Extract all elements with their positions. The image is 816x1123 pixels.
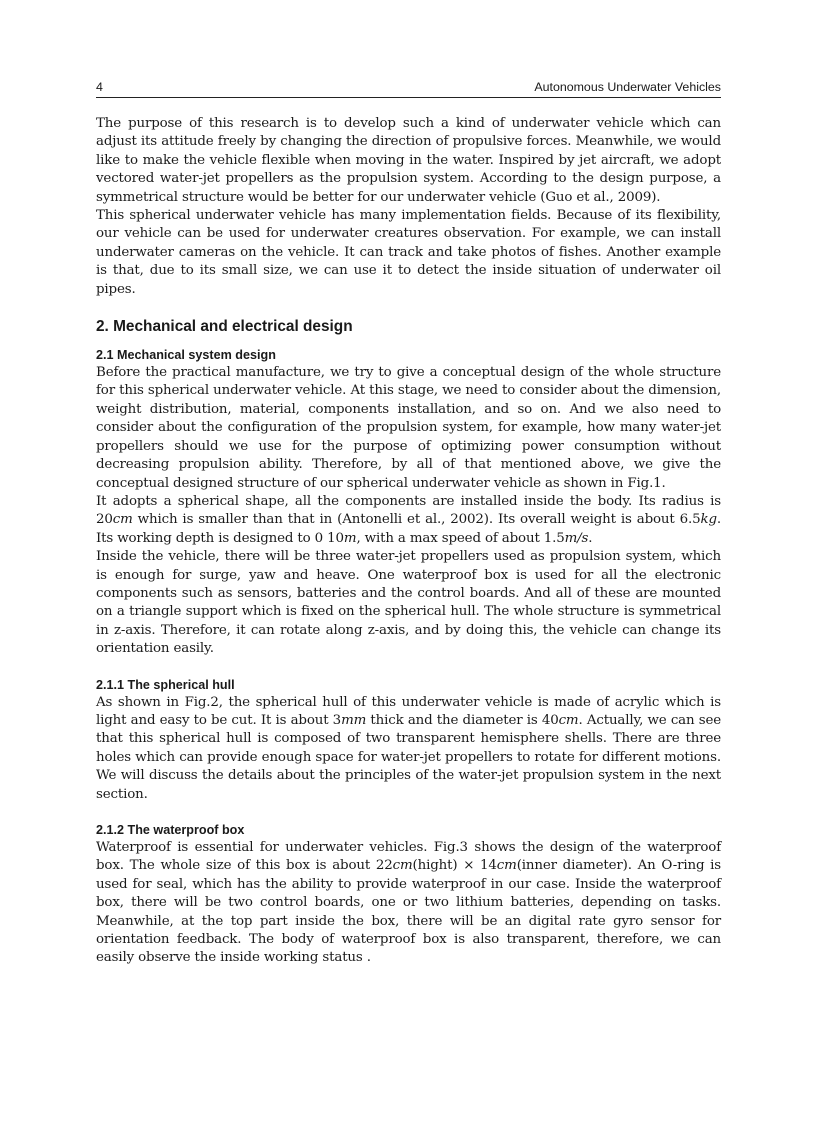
subsection-heading-mechanical: 2.1 Mechanical system design (96, 348, 276, 363)
spacer (96, 804, 721, 822)
hull-paragraph: As shown in Fig.2, the spherical hull of this underwater vehicle is made of acrylic which is light and easy to be cut. It is about 3mm thick and the diameter is 40cm. Actually, we can see that this spherical hull is composed of two transparent hemisphere shells. There are three holes which can provide enough space for water-jet propellers to rotate for different motions. We will discuss the details about the principles of the water-jet propulsion system in the next section. (96, 694, 722, 802)
section-heading: 2. Mechanical and electrical design (96, 318, 353, 336)
subsection-heading-hull: 2.1.1 The spherical hull (96, 677, 235, 692)
mechanical-paragraph-1: Before the practical manufacture, we try to give a conceptual design of the whole structure for this spherical underwater vehicle. At this stage, we need to consider about the dimension, weight distribution, material, components installation, and so on. And we also need to consider about the configuration of the propulsion system, for example, how many water-jet propellers should we use for the purpose of optimizing power consumption without decreasing propulsion ability. Therefore, by all of that mentioned above, we give the conceptual designed structure of our spherical underwater vehicle as shown in Fig.1. (96, 365, 721, 491)
page (96, 78, 721, 968)
subsection-heading-waterproof-box: 2.1.2 The waterproof box (96, 823, 245, 837)
mechanical-paragraph-3: Inside the vehicle, there will be three water-jet propellers used as propulsion system, which is enough for surge, yaw and heave. One waterproof box is used for all the electronic components such as sensors, batteries and the control boards. And all of these are mounted on a triangle support which is fixed on the spherical hull. The whole structure is symmetrical in z-axis. Therefore, it can rotate along z-axis, and by doing this, the vehicle can change its orientation easily. (96, 549, 721, 657)
running-header (96, 78, 721, 98)
waterproof-box-paragraph: Waterproof is essential for underwater vehicles. Fig.3 shows the design of the waterproof box. The whole size of this box is about 22cm(hight) × 14cm(inner diameter). An O-ring is used for seal, which has the ability to provide waterproof in our case. Inside the waterproof box, there will be two control boards, one or two lithium batteries, depending on tasks. Meanwhile, at the top part inside the box, there will be an digital rate gyro sensor for orientation feedback. The body of waterproof box is also transparent, therefore, we can easily observe the inside working status . (96, 840, 722, 966)
mechanical-paragraph-2: It adopts a spherical shape, all the components are installed inside the body. Its radius is 20cm which is smaller than that in (Antonelli et al., 2002). Its overall weight is about 6.5kg. Its working depth is designed to 0 10m, with a max speed of about 1.5m/s. (96, 493, 721, 546)
spacer (96, 659, 721, 677)
page-number: 4 (96, 80, 103, 94)
intro-paragraph-1: The purpose of this research is to develop such a kind of underwater vehicle which can adjust its attitude freely by changing the direction of propulsive forces. Meanwhile, we would like to make the vehicle flexible when moving in the water. Inspired by jet aircraft, we adopt vectored water-jet propellers as the propulsion system. According to the design purpose, a symmetrical structure would be better for our underwater vehicle (Guo et al., 2009). (96, 116, 721, 205)
running-title: Autonomous Underwater Vehicles (534, 80, 721, 94)
intro-paragraph-2: This spherical underwater vehicle has many implementation fields. Because of its flexibility, our vehicle can be used for underwater creatures observation. For example, we can install underwater cameras on the vehicle. It can track and take photos of fishes. Another example is that, due to its small size, we can use it to detect the inside situation of underwater oil pipes. (96, 208, 721, 297)
